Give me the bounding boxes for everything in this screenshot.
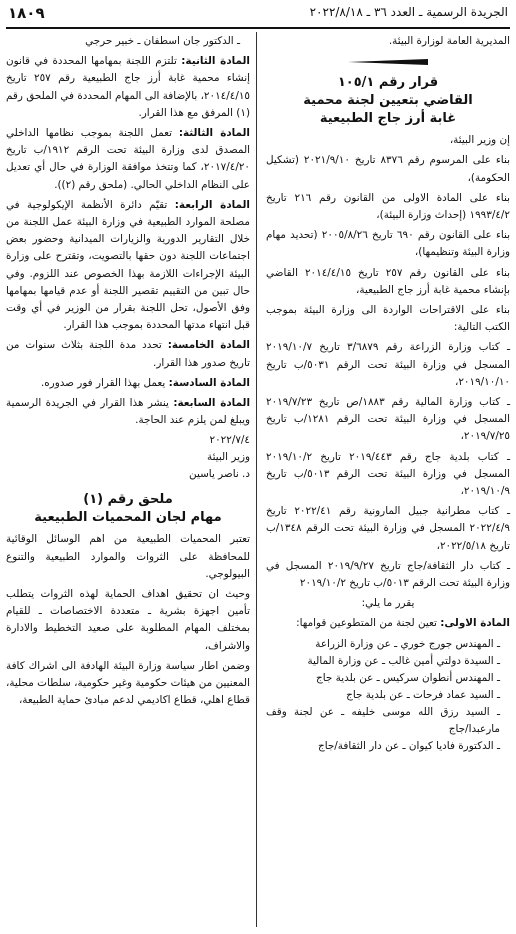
member-item: ـ السيد رزق الله موسى خليفه ـ عن لجنة وقف مارعبدا/جاج [266,705,500,735]
article-3-text: تعمل اللجنة بموجب نظامها الداخلي المصدق لدى وزارة البيئة تحت الرقم ١٩١٢/ب تاريخ ٢٠١٧/٤/٢٠، كما وتتخذ موافقة الوزارة في حال أي تعديل على النظام الداخلي الحالي. (ملحق رقم (٢)). [6,127,250,191]
annex-subtitle: مهام لجان المحميات الطبيعية [34,510,222,526]
signature-name: د. ناصر ياسين [189,468,250,481]
article-4-text: تقيّم دائرة الأنظمة الإيكولوجية في مصلحة الموارد الطبيعية في وزارة البيئة عمل اللجنة من خلال التقارير الدورية والزيارات الميدانية وحضور بعض اجتماعات اللجنة دون حقها بالتصويت، وتقترح على وزارة البيئة الإجراءات اللازمة بهذا الخصوص عند اللزوم. وفي حال تبين من التقييم تقصير اللجنة أو عدم قيامها بمهامها وفق الأصول، تحل اللجنة بقرار من الوزير في أي وقت قبل انتهاء مدتها المحددة بموجب هذا القرار. [6,198,250,332]
signature-date: ٢٠٢٢/٧/٤ [209,434,250,447]
column-divider [256,32,257,927]
article-3-label: المادة الثالثة: [178,127,250,140]
article-5-label: المادة الخامسة: [167,339,250,352]
letter-3: ـ كتاب بلدية جاج رقم ٢٠١٩/٤٤٣ تاريخ ٢٠١٩/١٠/٢ المسجل في وزارة البيئة تحت الرقم ٥٠١٣/ب تاريخ ٢٠١٩/١٠/٩، [266,450,510,498]
article-5-text: تحدد مدة اللجنة بثلاث سنوات من تاريخ صدور هذا القرار. [6,339,250,369]
article-7-text: ينشر هذا القرار في الجريدة الرسمية ويبلغ لمن يلزم عند الحاجة. [6,397,250,427]
signature-title: وزير البيئة [207,451,250,464]
article-2-text: تلتزم اللجنة بمهامها المحددة في قانون إنشاء محمية غابة أرز جاج الطبيعية رقم ٢٥٧ تاريخ ٢٠١٤/٤/١٥، بالإضافة الى المهام المحددة في الملحق رقم (١) المرفق مع هذا القرار. [6,55,250,119]
decides-line: يقرر ما يلي: [361,597,415,610]
preamble-5: بناء على الاقتراحات الواردة الى وزارة البيئة بموجب الكتب التالية: [266,304,510,334]
letter-4: ـ كتاب مطرانية جبيل المارونية رقم ٢٠٢٢/٤١ تاريخ ٢٠٢٢/٤/٩ المسجل في وزارة البيئة تحت الرقم ١٣٤٨/ب تاريخ ٢٠٢٢/٥/١٨، [266,505,510,552]
article-6-label: المادة السادسة: [168,376,250,389]
article-6 [6,375,250,392]
decision-title-line1: القاضي بتعيين لجنة محمية [303,93,473,109]
preamble-4: بناء على القانون رقم ٢٥٧ تاريخ ٢٠١٤/٤/١٥ القاضي بإنشاء محمية غابة أرز جاج الطبيعية، [266,266,511,296]
decision-number: قرار رقم ١٠٥/١ [337,75,439,91]
member-item: ـ السيدة دولتي أمين غالب ـ عن وزارة المالية [307,654,500,667]
article-3 [6,125,250,194]
header-rule [6,27,510,29]
article-6-text: يعمل بهذا القرار فور صدوره. [40,376,169,389]
article-1 [266,615,510,632]
separator-arrow-icon [348,56,428,68]
annex-title: ملحق رقم (١) [83,492,173,508]
article-7 [6,395,250,429]
article-7-label: المادة السابعة: [173,397,251,410]
right-column [266,33,510,755]
member-item: ـ المهندس أنطوان سركيس ـ عن بلدية جاج [316,671,500,684]
member-item: ـ المهندس جورج خوري ـ عن وزارة الزراعة [315,637,500,650]
article-2 [6,53,250,122]
members-list [266,636,510,755]
page-number: ١٨٠٩ [8,4,45,22]
article-4 [6,197,250,335]
article-2-label: المادة الثانية: [181,55,250,68]
annex-paragraph-3: وضمن اطار سياسة وزارة البيئة الهادفة الى اشراك كافة المعنيين من هيئات حكومية وغير حكومية، سلطات محلية، قطاع اهلي، قطاع اكاديمي لدعم مبادئ حماية الطبيعة، [6,659,250,707]
page-header [8,4,508,24]
article-1-label: المادة الاولى: [440,617,510,630]
article-1-text: تعين لجنة من المتطوعين قوامها: [296,617,441,630]
article-5 [6,337,250,371]
minister-line: إن وزير البيئة، [449,134,510,147]
annex-paragraph-1: تعتبر المحميات الطبيعية من اهم الوسائل الوقائية للمحافظة على الثروات والموارد الطبيعية والتنوع البيولوجي. [6,533,250,580]
preamble-2: بناء على المادة الاولى من القانون رقم ٢١٦ تاريخ ١٩٩٣/٤/٢ (إحداث وزارة البيئة)، [266,191,510,222]
member-item: ـ الدكتورة فاديا كيوان ـ عن دار الثقافة/جاج [318,739,500,752]
intro-text: المديرية العامة لوزارة البيئة. [388,35,510,47]
preamble-3: بناء على القانون رقم ٦٩٠ تاريخ ٢٠٠٥/٨/٢٦ (تحديد مهام وزارة البيئة وتنظيمها)، [266,229,511,259]
letter-1: ـ كتاب وزارة الزراعة رقم ٣/٦٨٧٩ تاريخ ٢٠١٩/١٠/٧ المسجل في وزارة البيئة تحت الرقم ٥٠٣١/ب تاريخ ٢٠١٩/١٠/١٠، [266,341,510,388]
letter-2: ـ كتاب وزارة المالية رقم ١٨٨٣/ص تاريخ ٢٠١٩/٧/٢٣ المسجل في وزارة البيئة تحت الرقم ١٢٨١/ب تاريخ ٢٠١٩/٧/٢٥، [266,396,510,443]
member-item: ـ السيد عماد فرحات ـ عن بلدية جاج [346,688,500,701]
article-4-label: المادة الرابعة: [174,198,250,211]
letter-5: ـ كتاب دار الثقافة/جاج تاريخ ٢٠١٩/٩/٢٧ المسجل في وزارة البيئة تحت الرقم ٥٠١٣/ب تاريخ ٢٠١٩/١٠/٢ [266,559,511,590]
annex-paragraph-2: وحيث ان تحقيق اهداف الحماية لهذه الثروات يتطلب تأمين اجهزة بشرية ـ متعددة الاختصاصات ـ للقيام بمختلف المهام المطلوبة على صعيد التخطيط والادارة والاشراف، [6,588,250,652]
gazette-title: الجريدة الرسمية ـ العدد ٣٦ ـ ٢٠٢٢/٨/١٨ [309,5,508,19]
left-column [6,33,250,713]
decision-title-line2: غابة أرز جاج الطبيعية [319,111,457,127]
preamble-1: بناء على المرسوم رقم ٨٣٧٦ تاريخ ٢٠٢١/٩/١٠ (تشكيل الحكومة)، [266,154,511,184]
signature-block [6,432,250,483]
member-item: ـ الدكتور جان اسطفان ـ خبير حرجي [85,35,240,47]
